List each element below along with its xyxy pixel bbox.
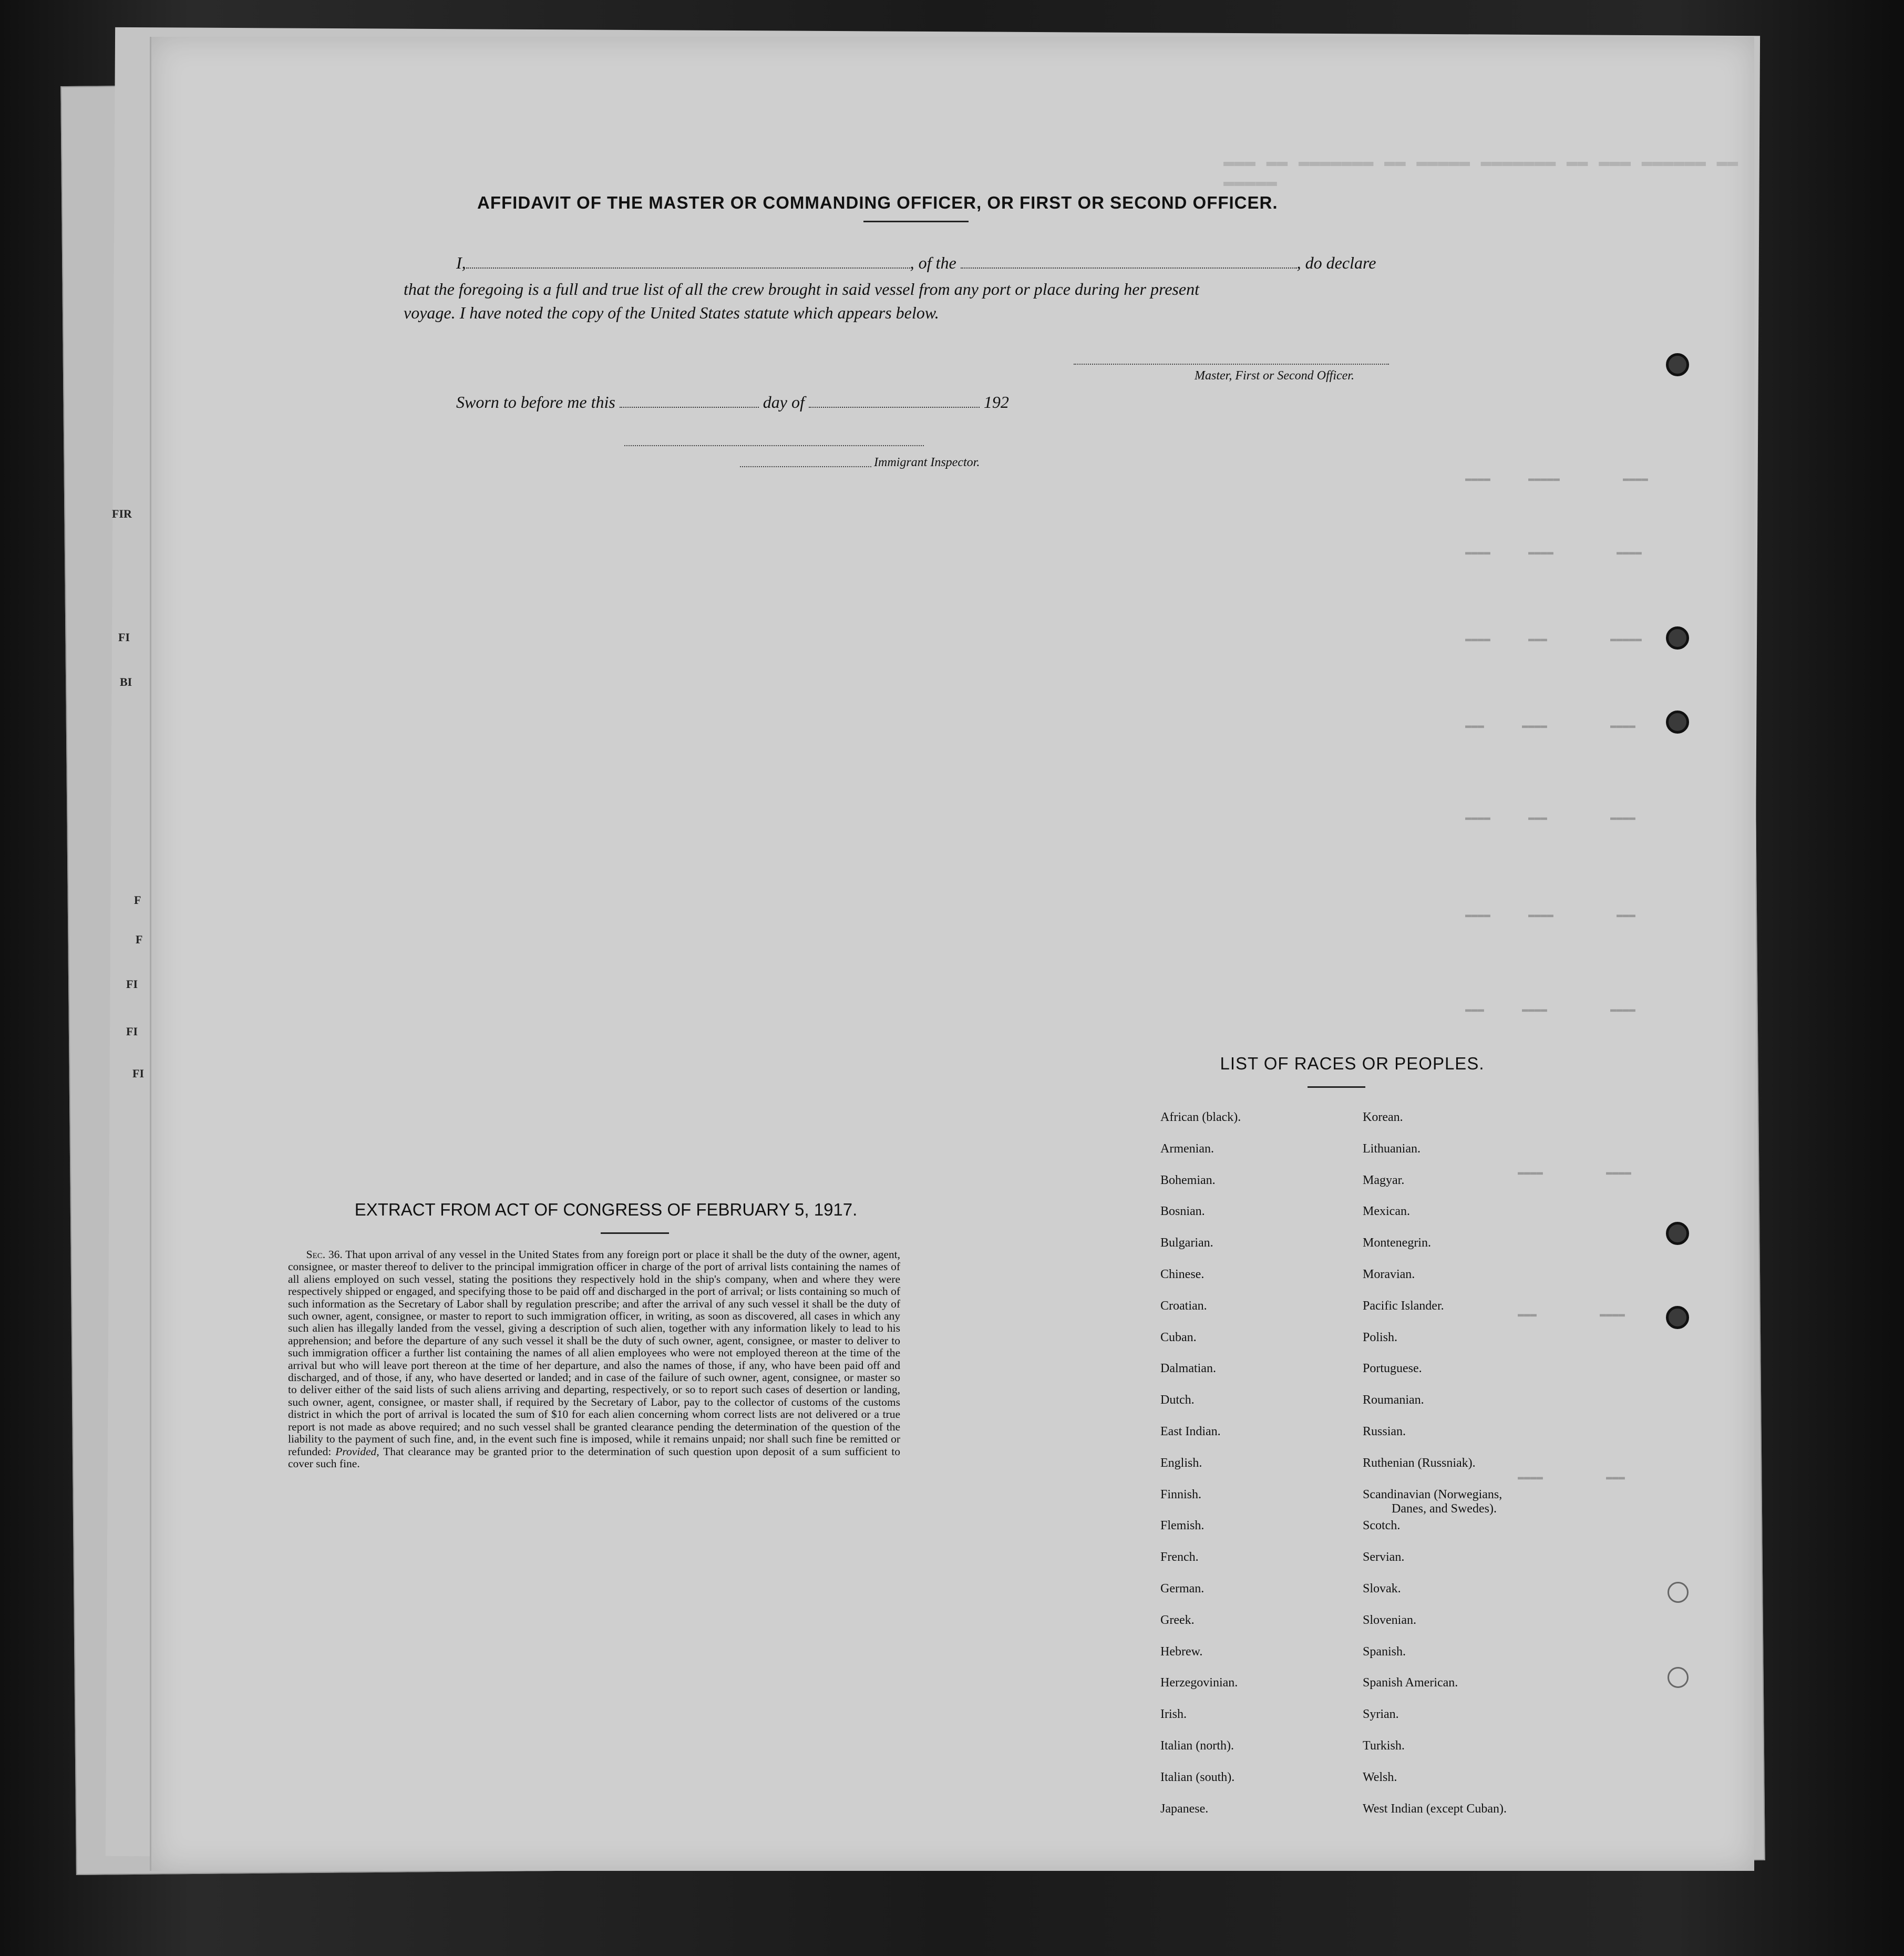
- race-item: Irish.: [1160, 1707, 1187, 1722]
- section-text: That upon arrival of any vessel in the United States from any foreign port or place it shall be the duty of the owner, agent, consignee, or master thereof to deliver to the principal immigration officer in charge of the port of arrival lists containing the names of all aliens employed on such vessel, stating the positions they respectively hold in the ship's company, when and where they were respectively shipped or engaged, and specifying those to be paid off and discharged in the port of arrival; or lists containing so much of such information as the Secretary of Labor shall by regulation prescribe; and after the arrival of any such vessel it shall be the duty of such owner, agent, consignee, or master to report to such immigration officer, in writing, as soon as discovered, all cases in which any such alien has illegally landed from the vessel, giving a description of such alien, together with any information likely to lead to his apprehension; and before the departure of any such vessel it shall be the duty of such owner, agent, consignee, or master to deliver to such immigration officer a further list containing the names of all alien employees who were not employed thereon at the time of the arrival but who will leave port thereon at the time of her departure, and also the names of those, if any, who have been paid off and discharged, and of those, if any, who have deserted or landed; and in case of the failure of such owner, agent, consignee, or master so to deliver either of the said lists of such aliens arriving and departing, respectively, or so to report such cases of desertion or landing, such owner, agent, consignee, or master shall, if required by the Secretary of Labor, pay to the collector of customs of the customs district in which the port of arrival is located the sum of $10 for each alien concerning whom correct lists are not delivered or a true report is not made as above required; and no such vessel shall be granted clearance pending the determination of the question of the liability to the payment of such fine, and, in the event such fine is imposed, while it remains unpaid; nor shall such fine be remitted or refunded:: [288, 1248, 901, 1458]
- race-item: Montenegrin.: [1363, 1236, 1431, 1250]
- race-item: Servian.: [1363, 1550, 1405, 1564]
- bleed-through-text: ▬▬▬ ▬▬▬▬ ▬▬▬▬: [1465, 1004, 1636, 1016]
- margin-mark: FI: [126, 977, 138, 991]
- affidavit-declare: , do declare: [1296, 253, 1376, 272]
- race-item: English.: [1160, 1456, 1202, 1470]
- margin-mark: BI: [120, 675, 132, 688]
- race-item: Korean.: [1363, 1110, 1403, 1124]
- race-item: Finnish.: [1160, 1487, 1202, 1501]
- race-item: Croatian.: [1160, 1299, 1207, 1313]
- vessel-name-blank: [961, 266, 1297, 269]
- race-item: Hebrew.: [1160, 1644, 1203, 1659]
- binder-hole: [1668, 1582, 1689, 1603]
- race-item: Russian.: [1363, 1425, 1406, 1438]
- race-item: Greek.: [1160, 1613, 1195, 1627]
- extract-title: EXTRACT FROM ACT OF CONGRESS OF FEBRUARY 5, 1917.: [354, 1200, 858, 1219]
- race-item: Italian (south).: [1160, 1770, 1235, 1784]
- race-item: Spanish American.: [1363, 1676, 1458, 1690]
- affidavit-i: I,: [456, 253, 466, 272]
- binder-hole: [1666, 353, 1689, 376]
- race-item: Italian (north).: [1160, 1739, 1234, 1753]
- bleed-through-text: ▬▬▬ ▬▬▬▬: [1518, 1309, 1625, 1321]
- race-item: West Indian (except Cuban).: [1363, 1801, 1507, 1816]
- margin-mark: FI: [118, 631, 130, 644]
- sworn-day-blank: [620, 406, 759, 408]
- race-item: Turkish.: [1363, 1739, 1405, 1753]
- bleed-through-text: ▬▬▬▬ ▬▬▬▬ ▬▬▬▬: [1465, 547, 1642, 559]
- bleed-through-text: ▬▬▬▬ ▬▬▬: [1518, 1471, 1625, 1484]
- race-item: Moravian.: [1363, 1268, 1415, 1281]
- bleed-through-text: ▬▬▬▬ ▬▬▬▬: [1518, 1167, 1632, 1179]
- race-item: Scandinavian (Norwegians,: [1363, 1487, 1502, 1501]
- manifest-page: [150, 37, 1754, 1871]
- margin-mark: F: [134, 893, 141, 907]
- race-item: Armenian.: [1160, 1141, 1214, 1156]
- extract-body: [288, 1249, 900, 1470]
- bleed-through-text: ▬▬▬▬ ▬▬▬▬ ▬▬▬: [1465, 909, 1636, 921]
- races-title-rule: [1308, 1086, 1365, 1088]
- affidavit-line-3: voyage. I have noted the copy of the United States statute which appears below.: [404, 303, 939, 322]
- binder-hole: [1666, 1306, 1689, 1329]
- race-item: Bohemian.: [1160, 1173, 1216, 1187]
- inspector-signature-line: [624, 445, 924, 446]
- race-item: Roumanian.: [1363, 1393, 1424, 1407]
- sworn-line: [456, 393, 1009, 412]
- race-item: Danes, and Swedes).: [1392, 1501, 1497, 1516]
- affidavit-line-1: [456, 253, 1376, 273]
- margin-mark: FI: [126, 1025, 138, 1038]
- race-item: Lithuanian.: [1363, 1141, 1421, 1156]
- race-item: East Indian.: [1160, 1425, 1221, 1438]
- race-item: French.: [1160, 1550, 1199, 1564]
- margin-mark: FIR: [112, 507, 132, 520]
- race-item: Welsh.: [1363, 1770, 1397, 1784]
- bleed-through-text: ▬▬▬ ▬▬▬▬ ▬▬▬▬: [1465, 720, 1636, 732]
- races-title: LIST OF RACES OR PEOPLES.: [1220, 1054, 1485, 1073]
- affidavit-line-2: that the foregoing is a full and true list of all the crew brought in said vessel from any port or place during her present: [404, 280, 1199, 298]
- race-item: Polish.: [1363, 1330, 1398, 1344]
- race-item: Herzegovinian.: [1160, 1676, 1238, 1690]
- race-item: Spanish.: [1363, 1644, 1406, 1659]
- race-item: Cuban.: [1160, 1330, 1197, 1344]
- bleed-through-text: ▬▬▬▬ ▬▬▬ ▬▬▬▬▬: [1465, 633, 1642, 645]
- race-item: Chinese.: [1160, 1268, 1205, 1281]
- master-caption: Master, First or Second Officer.: [1195, 369, 1354, 383]
- title-rule: [863, 221, 969, 222]
- bleed-through-heading: ▬▬▬ ▬▬ ▬▬▬▬▬▬▬ ▬▬ ▬▬▬▬▬ ▬▬▬▬▬▬▬ ▬▬ ▬▬▬ ▬▬▬▬▬▬ ▬▬ ▬▬▬▬▬: [1223, 152, 1738, 192]
- race-item: Scotch.: [1363, 1519, 1401, 1533]
- inspector-name-line: [740, 466, 871, 467]
- day-of-text: day of: [763, 393, 805, 411]
- provided-label: Provided,: [335, 1445, 379, 1458]
- race-item: African (black).: [1160, 1110, 1241, 1124]
- provided-text: That clearance may be granted prior to the determination of such question upon deposit of a sum sufficient to cover such fine.: [288, 1445, 901, 1470]
- race-item: Japanese.: [1160, 1801, 1209, 1816]
- binder-hole: [1666, 626, 1689, 650]
- inspector-caption: Immigrant Inspector.: [874, 456, 980, 469]
- race-item: Dutch.: [1160, 1393, 1195, 1407]
- master-name-blank: [466, 266, 910, 269]
- race-item: Mexican.: [1363, 1205, 1410, 1219]
- race-item: Slovak.: [1363, 1582, 1401, 1595]
- race-item: Slovenian.: [1363, 1613, 1416, 1627]
- margin-mark: F: [136, 933, 143, 946]
- bleed-through-text: ▬▬▬▬ ▬▬▬ ▬▬▬▬: [1465, 812, 1636, 824]
- race-item: Syrian.: [1363, 1707, 1399, 1722]
- race-item: Portuguese.: [1363, 1362, 1422, 1376]
- sworn-month-blank: [809, 406, 980, 408]
- margin-mark: FI: [132, 1067, 144, 1080]
- race-item: Bulgarian.: [1160, 1236, 1213, 1250]
- affidavit-of-the: , of the: [910, 253, 956, 272]
- binder-hole: [1668, 1667, 1689, 1688]
- extract-title-rule: [601, 1232, 669, 1234]
- year-text: 192: [983, 393, 1009, 411]
- race-item: Pacific Islander.: [1363, 1299, 1444, 1313]
- race-item: Flemish.: [1160, 1519, 1205, 1533]
- race-item: Ruthenian (Russniak).: [1363, 1456, 1476, 1470]
- affidavit-title: AFFIDAVIT OF THE MASTER OR COMMANDING OFFICER, OR FIRST OR SECOND OFFICER.: [477, 193, 1278, 212]
- bleed-through-text: ▬▬▬▬ ▬▬▬▬▬ ▬▬▬▬: [1465, 473, 1649, 485]
- master-signature-line: [1074, 364, 1389, 365]
- race-item: Magyar.: [1363, 1173, 1405, 1187]
- race-item: Bosnian.: [1160, 1205, 1205, 1219]
- race-item: Dalmatian.: [1160, 1362, 1216, 1376]
- binder-hole: [1666, 711, 1689, 734]
- binder-hole: [1666, 1222, 1689, 1245]
- race-item: German.: [1160, 1582, 1205, 1595]
- section-label: Sec. 36.: [306, 1248, 343, 1261]
- sworn-text: Sworn to before me this: [456, 393, 615, 411]
